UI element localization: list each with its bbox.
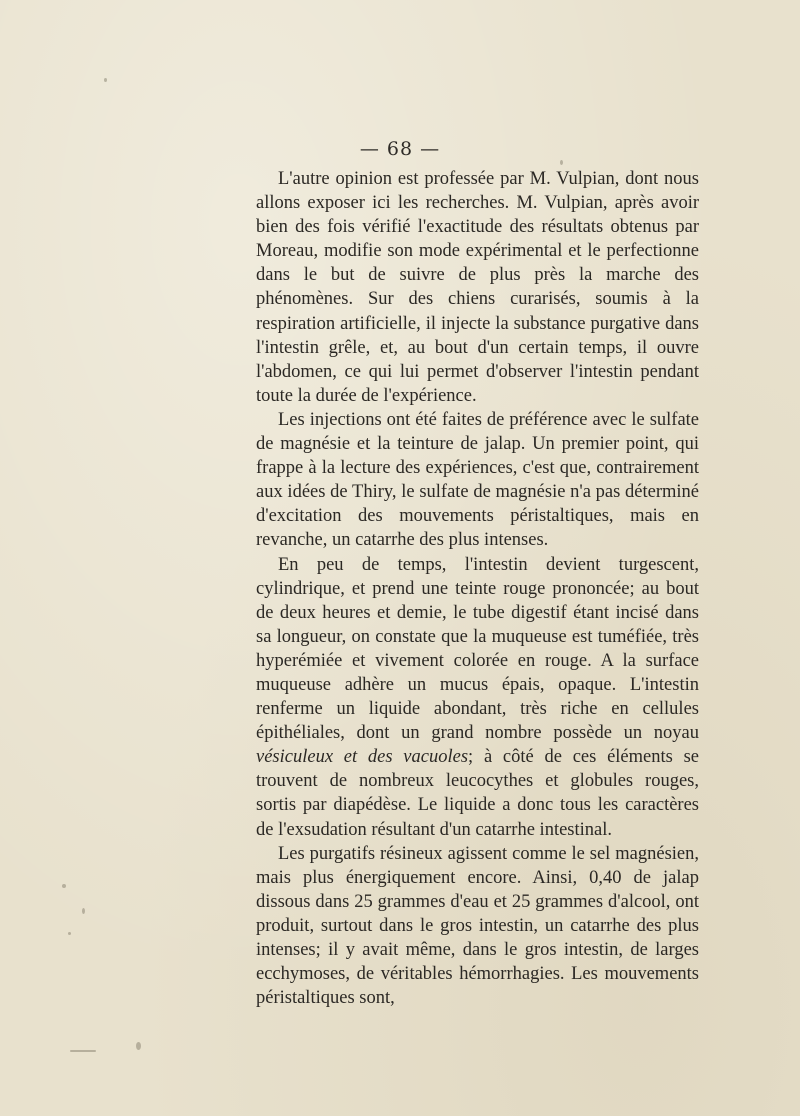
paragraph-4: Les purgatifs résineux agissent comme le sel magnésien, mais plus énergiquement encore. Ainsi, 0,40 de jalap dissous dans 25 grammes d'eau et 25 grammes d'alcool, ont produit, surtout dans le gros intestin, un catarrhe des plus intenses; il y avait même, dans le gros intestin, de larges ecchymoses, de véritables hémorrhagies. Les mouvements péristaltiques sont, [256,843,699,1009]
paragraph-3-text-start: En peu de temps, l'intestin devient turgescent, cylindrique, et prend une teinte rouge prononcée; au bout de deux heures et demie, le tube digestif étant incisé dans sa longueur, on constate que la muqueuse est tuméfiée, très hyperémiée et vivement colorée en rouge. A la surface muqueuse adhère un mucus épais, opaque. L'intestin renferme un liquide abondant, très riche en cellules épithéliales, dont un grand nombre possède un noyau [256,554,699,744]
paper-speck [104,78,107,82]
paragraph-3 [256,553,699,842]
paragraph-1: L'autre opinion est professée par M. Vulpian, dont nous allons exposer ici les recherches. M. Vulpian, après avoir bien des fois vérifié l'exactitude des résultats obtenus par Moreau, modifie son mode expérimental et le perfectionne dans le but de suivre de plus près la marche des phénomènes. Sur des chiens curarisés, soumis à la respiration artificielle, il injecte la substance purgative dans l'intestin grêle, et, au bout d'un certain temps, il ouvre l'abdomen, ce qui lui permet d'observer l'intestin pendant toute la durée de l'expérience. [256,169,699,406]
paper-speck [62,884,66,888]
paragraph-3-text-end: ; à côté de ces éléments se trouvent de nombreux leucocythes et globules rouges, sortis par diapédèse. Le liquide a donc tous les caractères de l'exsudation résultant d'un catarrhe intestinal. [256,747,699,840]
paper-speck [70,1050,96,1052]
body-text [256,167,699,1010]
page-number: — 68 — [359,138,441,160]
italic-term: vésiculeux et des vacuoles [256,747,469,768]
paragraph-2: Les injections ont été faites de préférence avec le sulfate de magnésie et la teinture de jalap. Un premier point, qui frappe à la lecture des expériences, c'est que, contrairement aux idées de Thiry, le sulfate de magnésie n'a pas déterminé d'excitation des mouvements péristaltiques, mais en revanche, un catarrhe des plus intenses. [256,409,699,551]
paper-speck [68,932,71,935]
paper-speck [82,908,85,914]
paper-speck [136,1042,141,1050]
paper-speck [560,160,563,165]
